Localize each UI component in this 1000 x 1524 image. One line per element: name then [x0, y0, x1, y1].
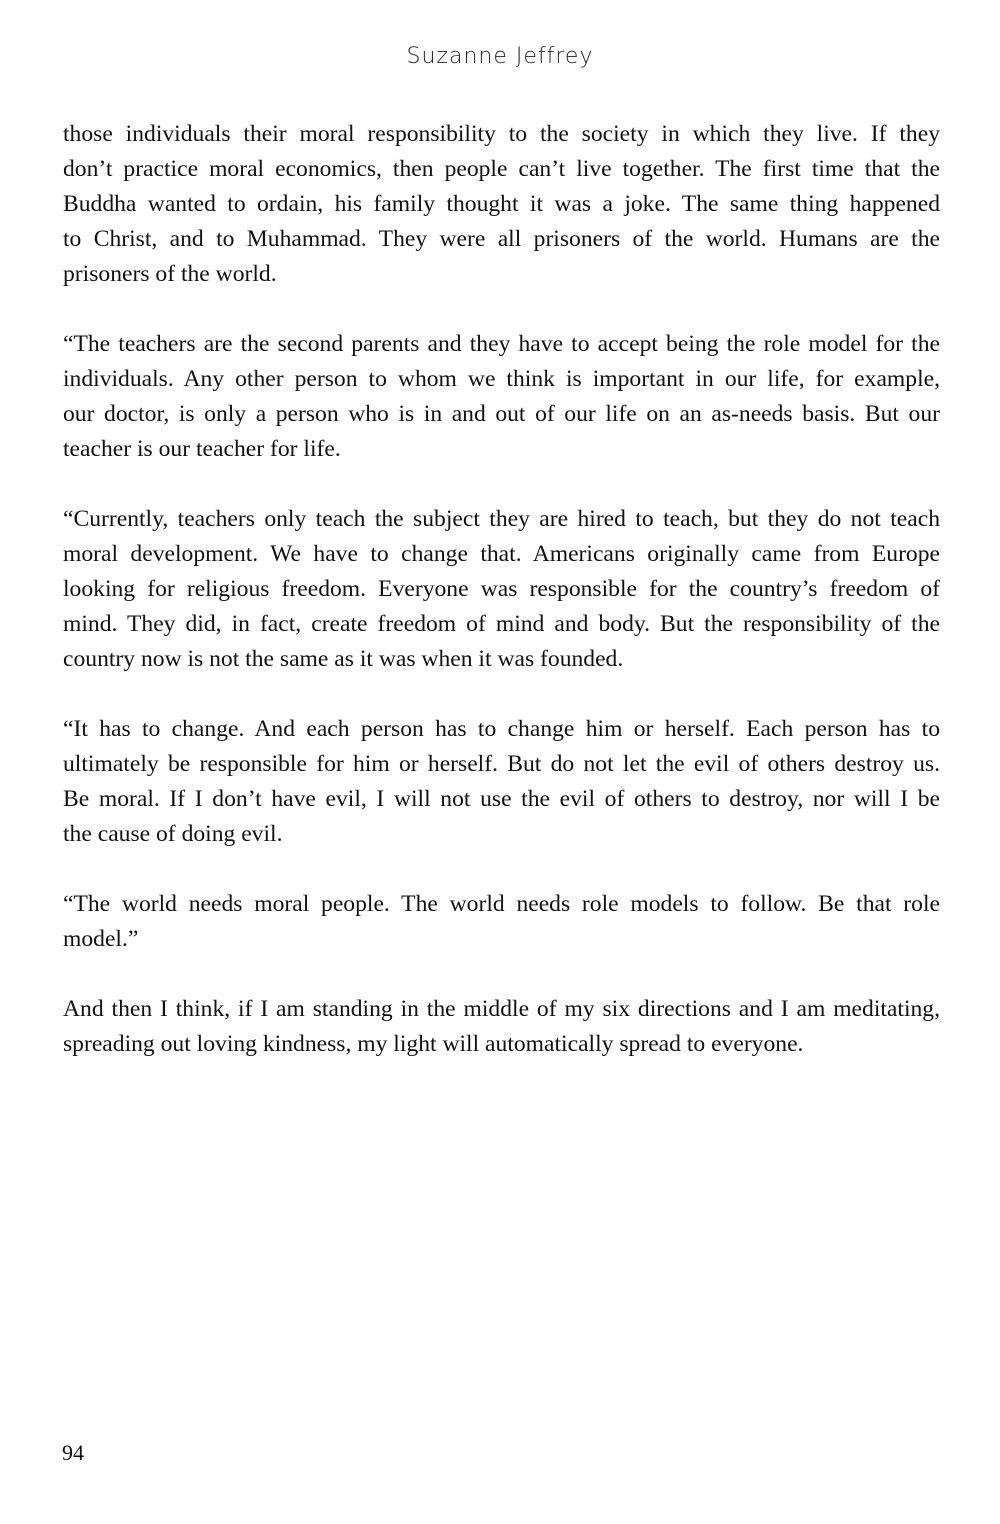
running-header-author: Suzanne Jeffrey	[406, 44, 594, 69]
text-line: to Christ, and to Muhammad. They were all prisoners of the world. Humans are the	[63, 226, 940, 252]
paragraph-2	[63, 327, 940, 467]
text-line: teacher is our teacher for life.	[63, 436, 341, 462]
text-line: model.”	[63, 926, 139, 952]
paragraph-3	[63, 502, 940, 677]
text-line: those individuals their moral responsibility to the society in which they live. If they	[63, 121, 940, 147]
text-line: Be moral. If I don’t have evil, I will not use the evil of others to destroy, nor will I be	[63, 786, 940, 812]
text-line: mind. They did, in fact, create freedom of mind and body. But the responsibility of the	[63, 611, 940, 637]
text-line: “The world needs moral people. The world needs role models to follow. Be that role	[63, 891, 940, 917]
text-line: don’t practice moral economics, then people can’t live together. The first time that the	[63, 156, 940, 182]
text-line: the cause of doing evil.	[63, 821, 283, 847]
text-line: prisoners of the world.	[63, 261, 277, 287]
text-line: country now is not the same as it was when it was founded.	[63, 646, 624, 672]
body-text	[63, 117, 940, 1097]
paragraph-4	[63, 712, 940, 852]
paragraph-1	[63, 117, 940, 292]
text-line: individuals. Any other person to whom we think is important in our life, for example,	[63, 366, 940, 392]
page-number: 94	[62, 1440, 84, 1465]
text-line: Buddha wanted to ordain, his family thought it was a joke. The same thing happened	[63, 191, 940, 217]
text-line: And then I think, if I am standing in the middle of my six directions and I am meditating,	[63, 996, 940, 1022]
paragraph-6	[63, 992, 940, 1062]
text-line: our doctor, is only a person who is in and out of our life on an as-needs basis. But our	[63, 401, 940, 427]
text-line: ultimately be responsible for him or herself. But do not let the evil of others destroy us.	[63, 751, 940, 777]
text-line: “The teachers are the second parents and they have to accept being the role model for the	[63, 331, 940, 357]
text-line: “It has to change. And each person has to change him or herself. Each person has to	[63, 716, 940, 742]
text-line: looking for religious freedom. Everyone was responsible for the country’s freedom of	[63, 576, 940, 602]
paragraph-5	[63, 887, 940, 957]
text-line: “Currently, teachers only teach the subject they are hired to teach, but they do not teach	[63, 506, 940, 532]
text-line: moral development. We have to change that. Americans originally came from Europe	[63, 541, 940, 567]
text-line: spreading out loving kindness, my light will automatically spread to everyone.	[63, 1031, 804, 1057]
